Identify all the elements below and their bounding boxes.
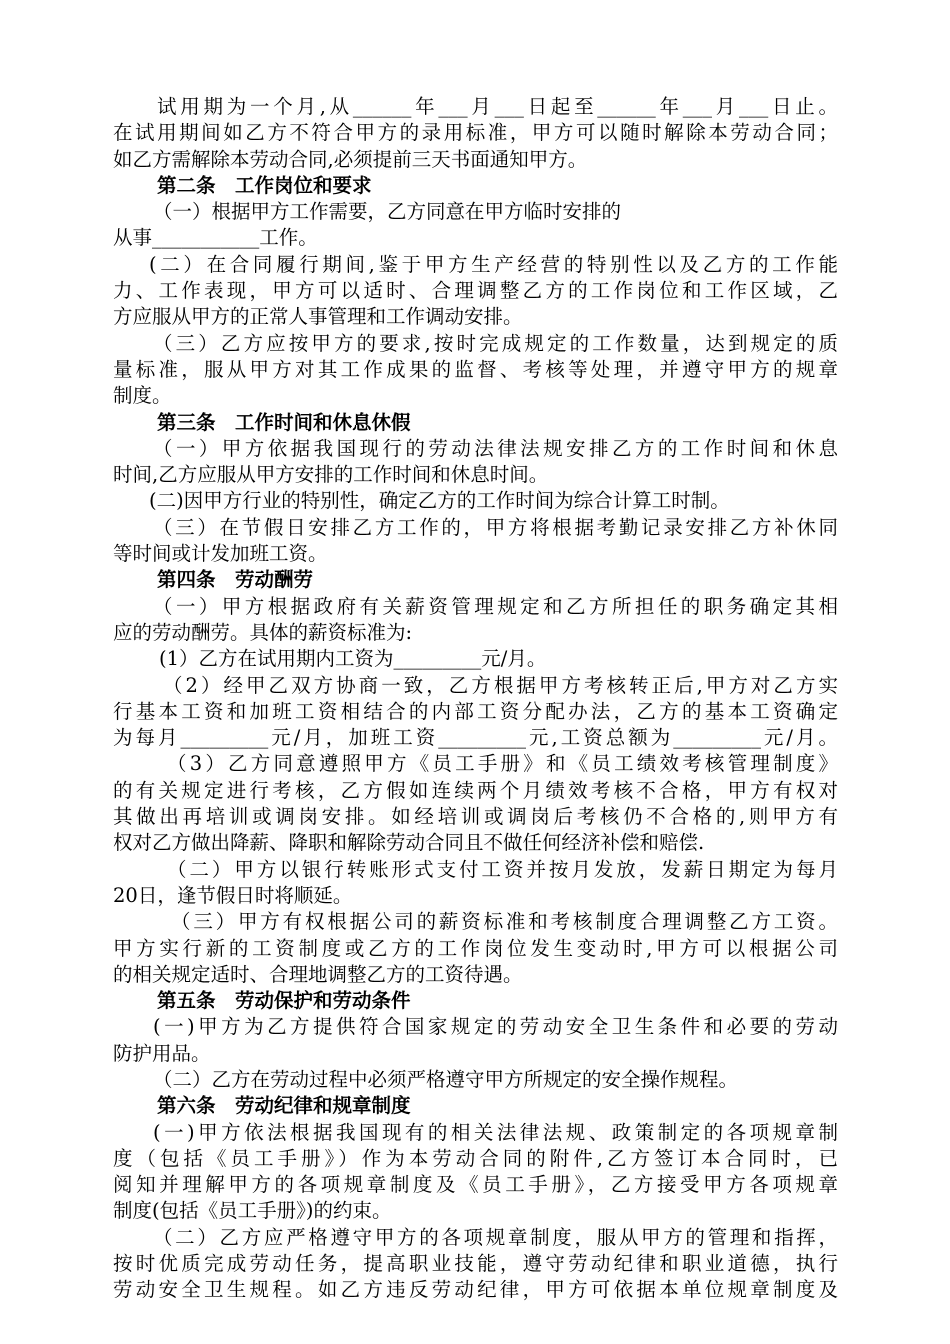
section-heading: 第三条 工作时间和休息休假 [157, 410, 411, 434]
paragraph-line: 等时间或计发加班工资。 [113, 542, 328, 566]
paragraph-line: (一)甲方为乙方提供符合国家规定的劳动安全卫生条件和必要的劳动 [153, 1015, 838, 1039]
paragraph-line: （2）经甲乙双方协商一致，乙方根据甲方考核转正后,甲方对乙方实 [163, 673, 838, 697]
paragraph-line: 劳动安全卫生规程。如乙方违反劳动纪律，甲方可依据本单位规章制度及 [113, 1278, 838, 1302]
paragraph-line: （二）乙方在劳动过程中必须严格遵守甲方所规定的安全操作规程。 [153, 1067, 739, 1091]
paragraph-line: （三）甲方有权根据公司的薪资标准和考核制度合理调整乙方工资。 [171, 910, 838, 934]
paragraph-line: (一)甲方依法根据我国现有的相关法律法规、政策制定的各项规章制 [153, 1120, 838, 1144]
paragraph-line: 的相关规定适时、合理地调整乙方的工资待遇。 [113, 962, 523, 986]
paragraph-line: 试用期为一个月,从______年___月___日起至______年___月___日止。 [157, 95, 838, 118]
section-heading: 第二条 工作岗位和要求 [157, 173, 372, 197]
paragraph-line: 度（包括《员工手册》）作为本劳动合同的附件,乙方签订本合同时，已 [113, 1146, 838, 1170]
paragraph-line: （二）甲方以银行转账形式支付工资并按月发放，发薪日期定为每月 [167, 857, 838, 881]
paragraph-line: 制度(包括《员工手册》)的约束。 [113, 1199, 392, 1223]
paragraph-line: （三）在节假日安排乙方工作的，甲方将根据考勤记录安排乙方补休同 [153, 515, 838, 539]
paragraph-line: 为每月_________元/月，加班工资_________元,工资总额为_________元/月。 [113, 726, 838, 750]
paragraph-line: 从事___________工作。 [113, 226, 318, 250]
paragraph-line: （二）乙方应严格遵守甲方的各项规章制度，服从甲方的管理和指挥， [153, 1225, 838, 1249]
paragraph-line: （一）甲方根据政府有关薪资管理规定和乙方所担任的职务确定其相 [153, 594, 838, 618]
paragraph-line: 在试用期间如乙方不符合甲方的录用标准，甲方可以随时解除本劳动合同； [113, 121, 838, 145]
paragraph-line: 时间,乙方应服从甲方安排的工作时间和休息时间。 [113, 463, 549, 487]
paragraph-line: 按时优质完成劳动任务，提高职业技能，遵守劳动纪律和职业道德，执行 [113, 1252, 838, 1276]
paragraph-line: （一）根据甲方工作需要，乙方同意在甲方临时安排的 [153, 200, 622, 224]
paragraph-line: （3）乙方同意遵照甲方《员工手册》和《员工绩效考核管理制度》 [167, 752, 838, 776]
paragraph-line: 行基本工资和加班工资相结合的内部工资分配办法，乙方的基本工资确定 [113, 699, 838, 723]
paragraph-line: 方应服从甲方的正常人事管理和工作调动安排。 [113, 305, 523, 329]
paragraph-line: 20日，逢节假日时将顺延。 [113, 883, 353, 907]
section-heading: 第四条 劳动酬劳 [157, 568, 314, 592]
section-heading: 第五条 劳动保护和劳动条件 [157, 989, 411, 1013]
paragraph-line: 权对乙方做出降薪、降职和解除劳动合同且不做任何经济补偿和赔偿. [113, 831, 705, 855]
paragraph-line: 阅知并理解甲方的各项规章制度及《员工手册》，乙方接受甲方各项规章 [113, 1173, 838, 1197]
paragraph-line: 甲方实行新的工资制度或乙方的工作岗位发生变动时,甲方可以根据公司 [113, 936, 838, 960]
paragraph-line: 防护用品。 [113, 1041, 211, 1065]
paragraph-line: 力、工作表现，甲方可以适时、合理调整乙方的工作岗位和工作区域，乙 [113, 279, 838, 303]
paragraph-line: 如乙方需解除本劳动合同,必须提前三天书面通知甲方。 [113, 147, 588, 171]
paragraph-line: （一）甲方依据我国现行的劳动法律法规安排乙方的工作时间和休息 [153, 436, 838, 460]
paragraph-line: 量标准，服从甲方对其工作成果的监督、考核等处理，并遵守甲方的规章 [113, 357, 838, 381]
paragraph-line: 的有关规定进行考核，乙方假如连续两个月绩效考核不合格，甲方有权对 [113, 778, 838, 802]
paragraph-line: (二）在合同履行期间,鉴于甲方生产经营的特别性以及乙方的工作能 [149, 252, 838, 276]
paragraph-line: （三）乙方应按甲方的要求,按时完成规定的工作数量，达到规定的质 [153, 331, 838, 355]
paragraph-line: 其做出再培训或调岗安排。如经培训或调岗后考核仍不合格的,则甲方有 [113, 805, 838, 829]
paragraph-line: (1）乙方在试用期内工资为_________元/月。 [159, 647, 547, 671]
paragraph-line: 制度。 [113, 384, 172, 408]
paragraph-line: 应的劳动酬劳。具体的薪资标准为: [113, 620, 413, 644]
paragraph-line: (二)因甲方行业的特别性，确定乙方的工作时间为综合计算工时制。 [149, 489, 730, 513]
section-heading: 第六条 劳动纪律和规章制度 [157, 1094, 411, 1118]
